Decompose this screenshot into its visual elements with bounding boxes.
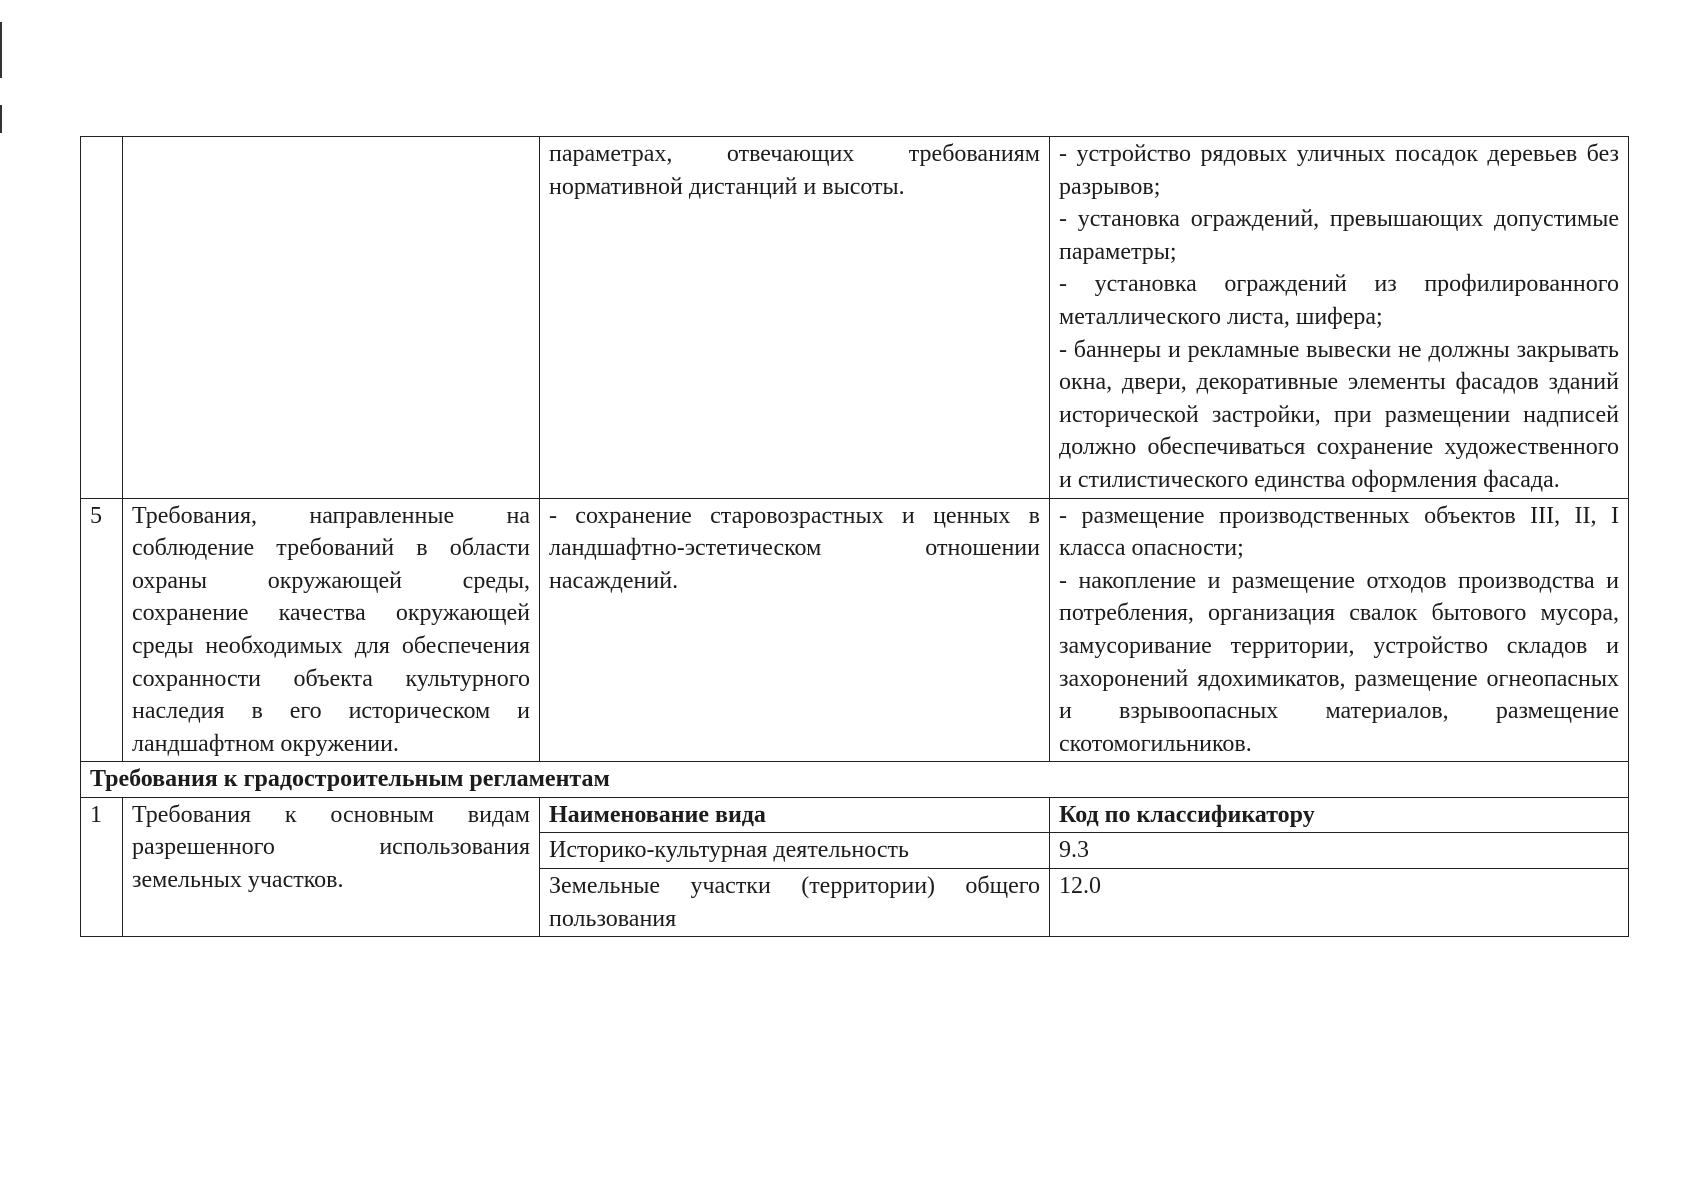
prohibited-item: - установка ограждений, превышающих допустимые параметры;	[1059, 206, 1619, 265]
prohibited-item: - устройство рядовых уличных посадок деревьев без разрывов;	[1059, 141, 1619, 200]
row-number-cell: 5	[81, 498, 123, 762]
prohibited-cell	[1050, 498, 1629, 762]
prohibited-item: - размещение производственных объектов III, II, I класса опасности;	[1059, 502, 1619, 562]
prohibited-item: - установка ограждений из профилированного металлического листа, шифера;	[1059, 271, 1619, 330]
regulations-table	[80, 136, 1629, 937]
table-row-5	[81, 498, 1629, 762]
prohibited-cell	[1050, 137, 1629, 499]
table-row-continuation	[81, 137, 1629, 499]
requirement-cell: Требования к основным видам разрешенного использования земельных участков.	[123, 797, 540, 936]
scan-edge-mark	[0, 105, 2, 133]
row-number-cell	[81, 137, 123, 499]
column-header-kind-name: Наименование вида	[540, 797, 1050, 833]
kind-name-cell: Историко-культурная деятельность	[540, 833, 1050, 869]
scan-edge-mark	[0, 22, 2, 78]
requirement-cell: Требования, направленные на соблюдение требований в области охраны окружающей среды, сохранение качества окружающей среды необходимых для обеспечения сохранности объекта культурного наследия в его историческом и ландшафтном окружении.	[123, 498, 540, 762]
prohibited-item: - баннеры и рекламные вывески не должны закрывать окна, двери, декоративные элементы фасадов зданий исторической застройки, при размещении надписей должно обеспечиваться сохранение художественного и стилистического единства оформления фасада.	[1059, 336, 1619, 493]
section-title: Требования к градостроительным регламентам	[81, 762, 1629, 798]
column-header-classifier-code: Код по классификатору	[1050, 797, 1629, 833]
allowed-cell: параметрах, отвечающих требованиям нормативной дистанций и высоты.	[540, 137, 1050, 499]
section-row-1-header	[81, 797, 1629, 833]
kind-name-cell: Земельные участки (территории) общего пользования	[540, 869, 1050, 937]
requirement-cell	[123, 137, 540, 499]
kind-code-cell: 12.0	[1050, 869, 1629, 937]
section-heading-row	[81, 762, 1629, 798]
kind-code-cell: 9.3	[1050, 833, 1629, 869]
row-number-cell: 1	[81, 797, 123, 936]
allowed-cell: - сохранение старовозрастных и ценных в ландшафтно-эстетическом отношении насаждений.	[540, 498, 1050, 762]
prohibited-item: - накопление и размещение отходов производства и потребления, организация свалок бытового мусора, замусоривание территории, устройство складов и захоронений ядохимикатов, размещение огнеопасных и взрывоопасных материалов, размещение скотомогильников.	[1059, 567, 1619, 757]
